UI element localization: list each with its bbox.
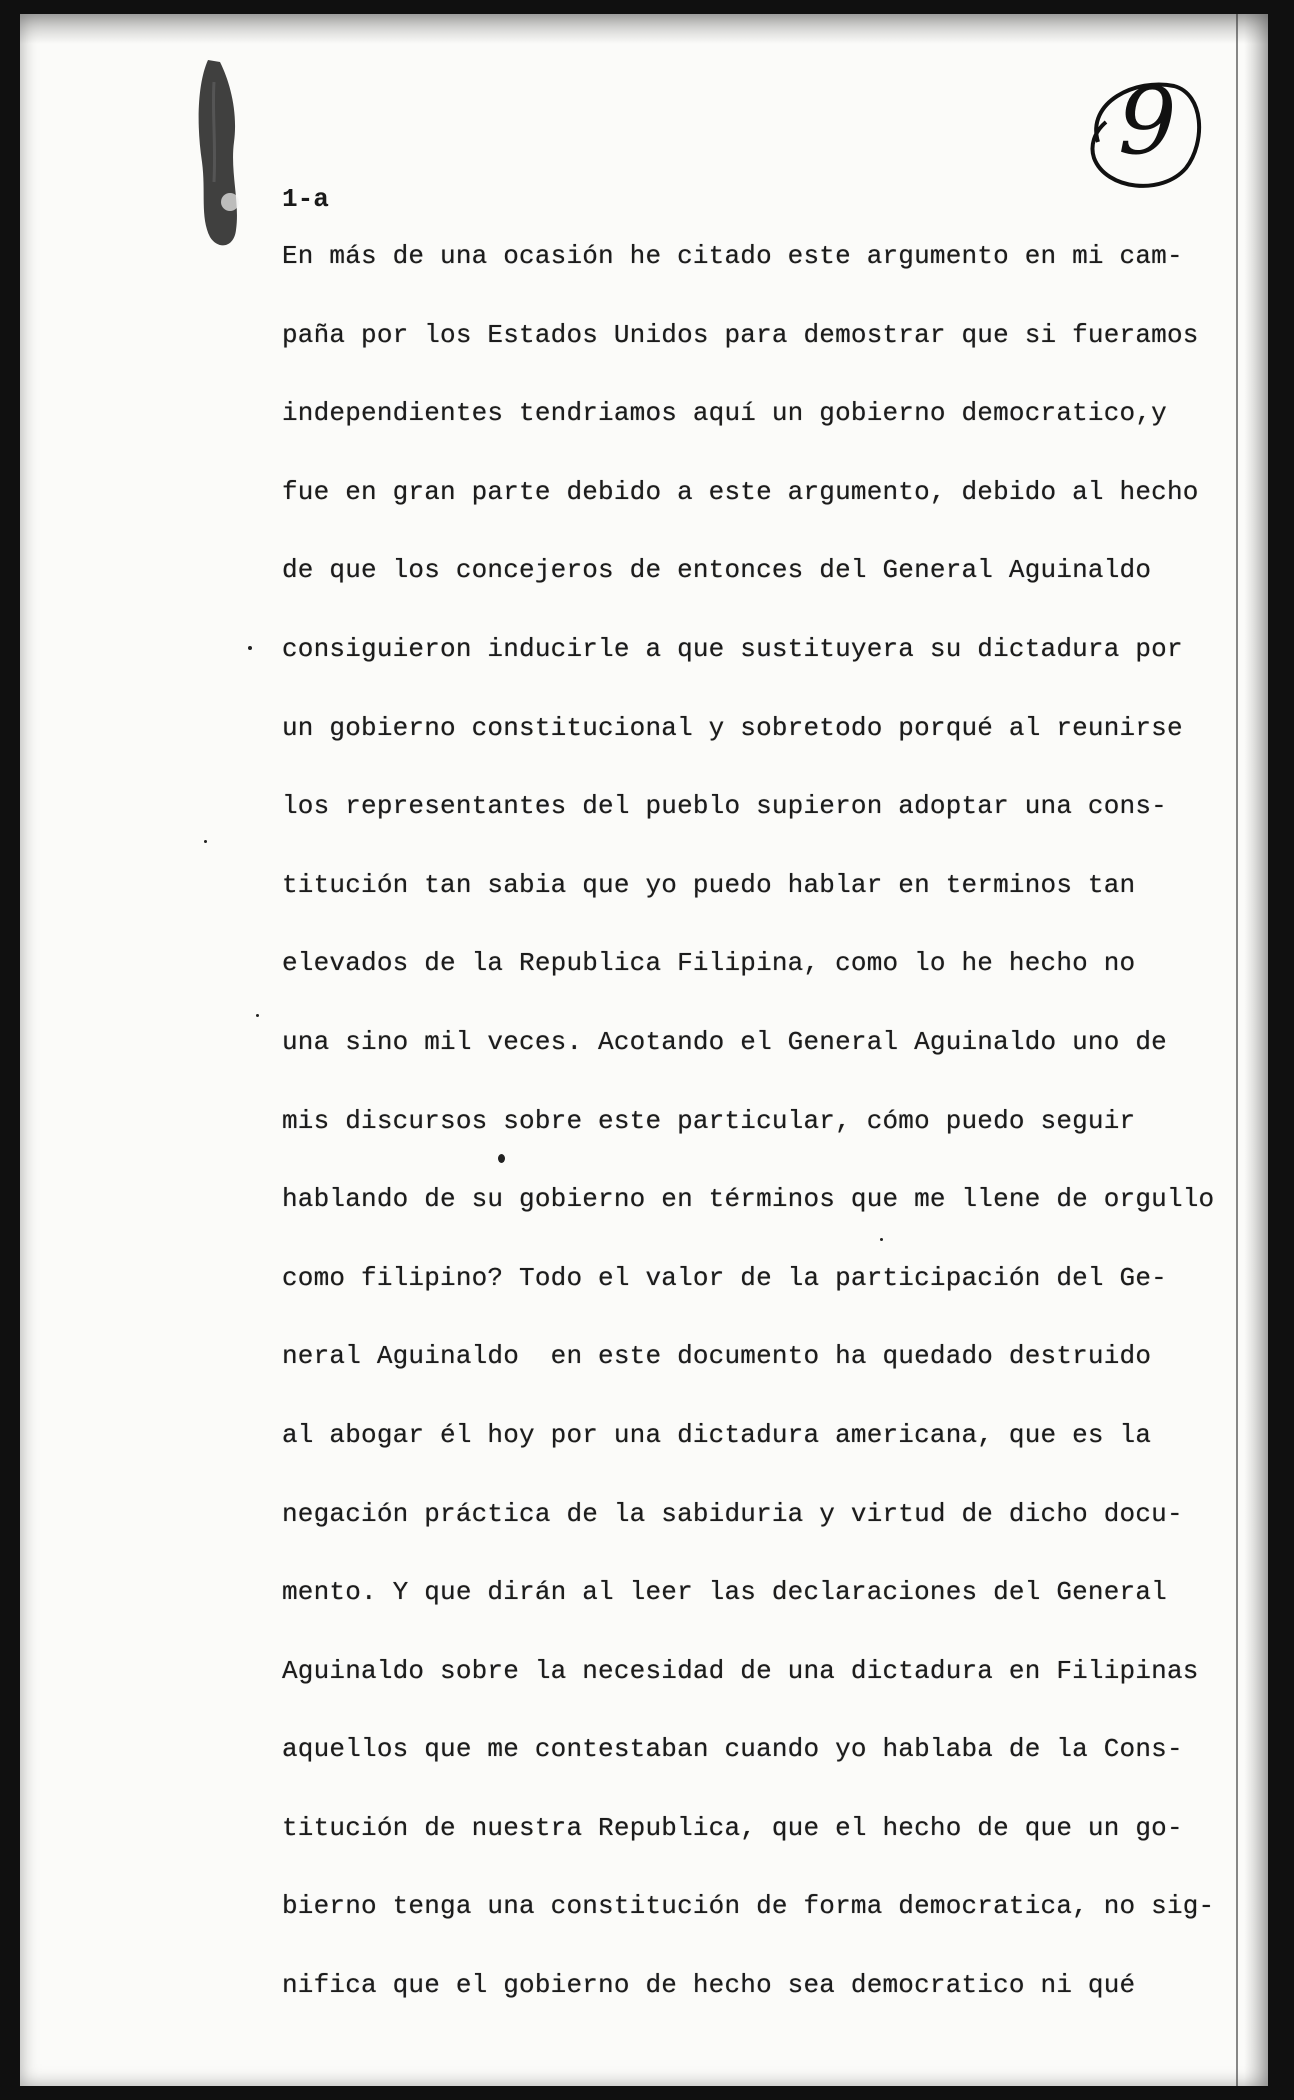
text-line: Aguinaldo sobre la necesidad de una dictadura en Filipinas: [282, 1655, 1199, 1686]
ink-speck: [204, 840, 207, 843]
text-line: mento. Y que dirán al leer las declaraciones del General: [282, 1577, 1167, 1608]
text-line: de que los concejeros de entonces del General Aguinaldo: [282, 555, 1152, 586]
text-line: titución de nuestra Republica, que el hecho de que un go-: [282, 1812, 1183, 1843]
typed-body-text: [282, 236, 1215, 2044]
binder-clip-mark: [190, 52, 248, 252]
text-line: al abogar él hoy por una dictadura americana, que es la: [282, 1419, 1152, 1450]
text-line: negación práctica de la sabiduria y virtud de dicho docu-: [282, 1498, 1183, 1529]
text-line: los representantes del pueblo supieron adoptar una cons-: [282, 791, 1167, 822]
ink-speck: [880, 1238, 883, 1241]
handwritten-page-number: 9: [1118, 68, 1177, 175]
ink-speck: [498, 1154, 505, 1163]
text-line: mis discursos sobre este particular, cómo puedo seguir: [282, 1105, 1136, 1136]
text-line: como filipino? Todo el valor de la participación del Ge-: [282, 1262, 1167, 1293]
ink-speck: [256, 1014, 259, 1017]
text-line: consiguieron inducirle a que sustituyera su dictadura por: [282, 633, 1183, 664]
text-line: paña por los Estados Unidos para demostrar que si fueramos: [282, 319, 1199, 350]
typewritten-page: [20, 14, 1268, 2086]
text-line: una sino mil veces. Acotando el General Aguinaldo uno de: [282, 1026, 1167, 1057]
text-line: elevados de la Republica Filipina, como lo he hecho no: [282, 948, 1136, 979]
text-line: independientes tendriamos aquí un gobierno democratico,y: [282, 398, 1167, 429]
text-line: neral Aguinaldo en este documento ha quedado destruido: [282, 1341, 1152, 1372]
page-label: 1-a: [282, 184, 329, 214]
text-line: bierno tenga una constitución de forma democratica, no sig-: [282, 1891, 1215, 1922]
text-line: hablando de su gobierno en términos que me llene de orgullo: [282, 1184, 1215, 1215]
text-line: nifica que el gobierno de hecho sea democratico ni qué: [282, 1970, 1136, 2001]
text-line: fue en gran parte debido a este argumento, debido al hecho: [282, 476, 1199, 507]
text-line: En más de una ocasión he citado este argumento en mi cam-: [282, 241, 1183, 271]
text-line: aquellos que me contestaban cuando yo hablaba de la Cons-: [282, 1734, 1183, 1765]
page-edge-shadow: [1244, 14, 1268, 2086]
text-line: titución tan sabia que yo puedo hablar en terminos tan: [282, 869, 1136, 900]
ink-speck: [248, 646, 252, 650]
page-edge-line: [1236, 14, 1238, 2086]
text-line: un gobierno constitucional y sobretodo porqué al reunirse: [282, 712, 1183, 743]
